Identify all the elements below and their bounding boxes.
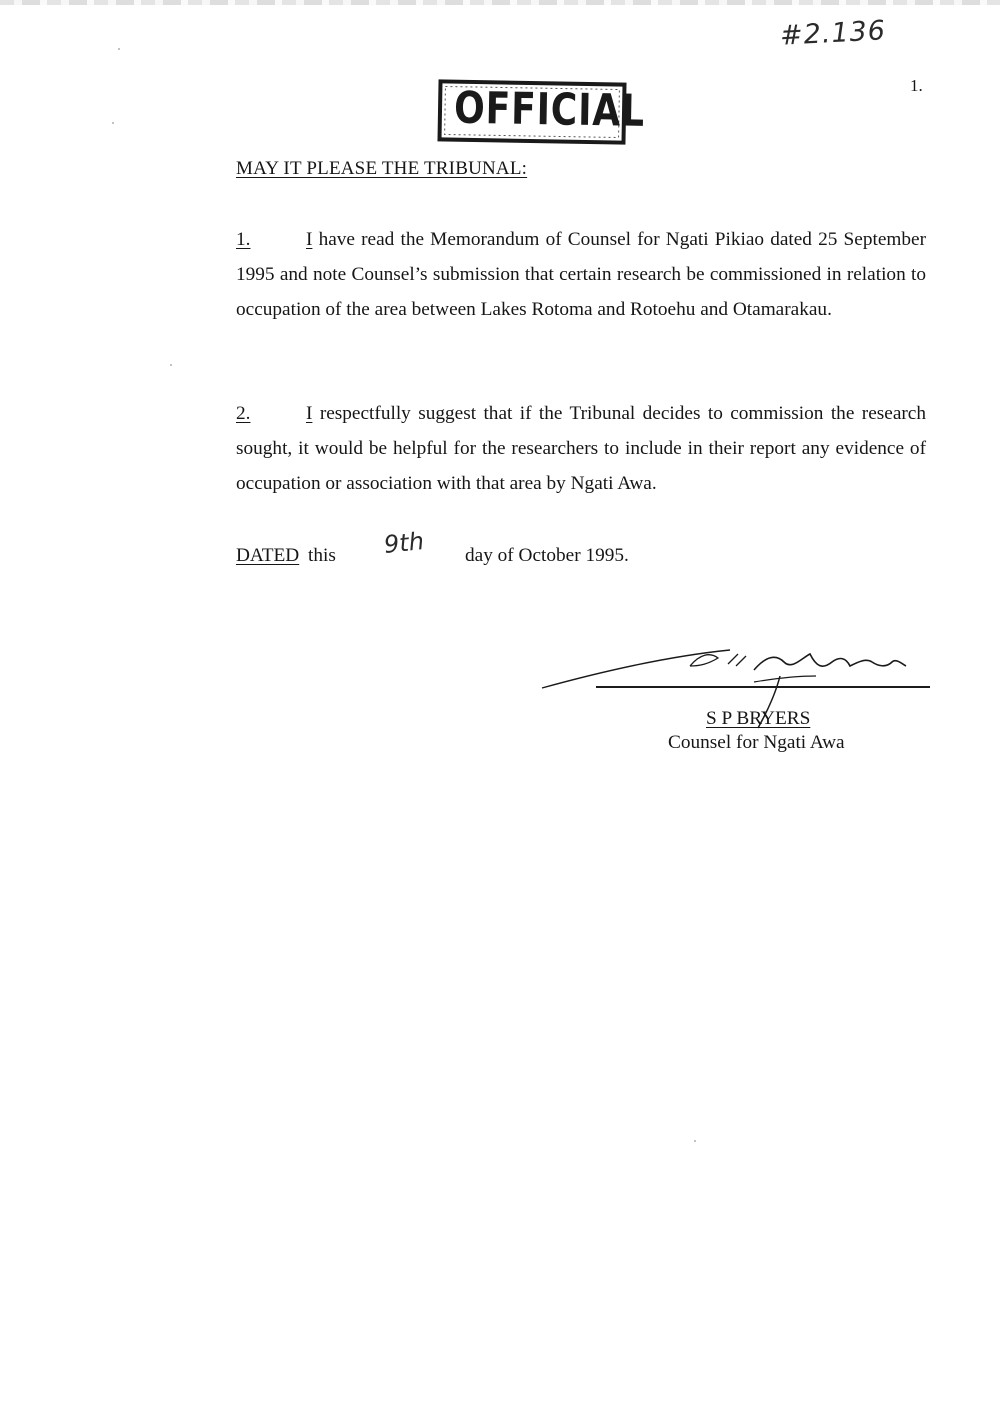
dated-line xyxy=(236,526,836,573)
handwritten-day: 9th xyxy=(382,526,426,560)
paragraph-2 xyxy=(236,396,926,501)
salutation: MAY IT PLEASE THE TRIBUNAL: xyxy=(236,158,528,179)
paragraph-text: have read the Memorandum of Counsel for Ngati Pikiao dated 25 September 1995 and note Counsel’s submission that certain research be commissioned in relation to occupation of the area between Lakes Rotoma and Rotoehu and Otamarakau. xyxy=(236,229,926,320)
scan-speck xyxy=(118,48,120,50)
signature-line xyxy=(596,686,930,688)
scan-speck xyxy=(170,364,172,366)
signatory-role: Counsel for Ngati Awa xyxy=(668,732,845,753)
signature-block xyxy=(540,636,940,766)
paragraph-lead: I xyxy=(306,229,313,250)
paragraph-number: 2. xyxy=(236,403,251,424)
dated-label: DATED xyxy=(236,545,300,566)
stamp-text: OFFICIAL xyxy=(453,82,646,137)
scan-speck xyxy=(112,122,114,124)
paragraph-text: respectfully suggest that if the Tribunal decides to commission the research sought, it would be helpful for the researchers to include in their report any evidence of occupation or association with that area by Ngati Awa. xyxy=(236,403,926,494)
dated-this: this xyxy=(308,545,336,566)
scan-speck xyxy=(694,1140,696,1142)
official-stamp xyxy=(436,78,646,145)
signatory-name: S P BRYERS xyxy=(706,708,811,729)
paragraph-number: 1. xyxy=(236,229,251,250)
page-number: 1. xyxy=(910,76,923,95)
dated-month-year: day of October 1995. xyxy=(465,545,629,566)
scan-edge xyxy=(0,0,1000,5)
handwritten-reference-number: #2.136 xyxy=(779,15,887,52)
paragraph-1 xyxy=(236,222,926,327)
paragraph-lead: I xyxy=(306,403,313,424)
